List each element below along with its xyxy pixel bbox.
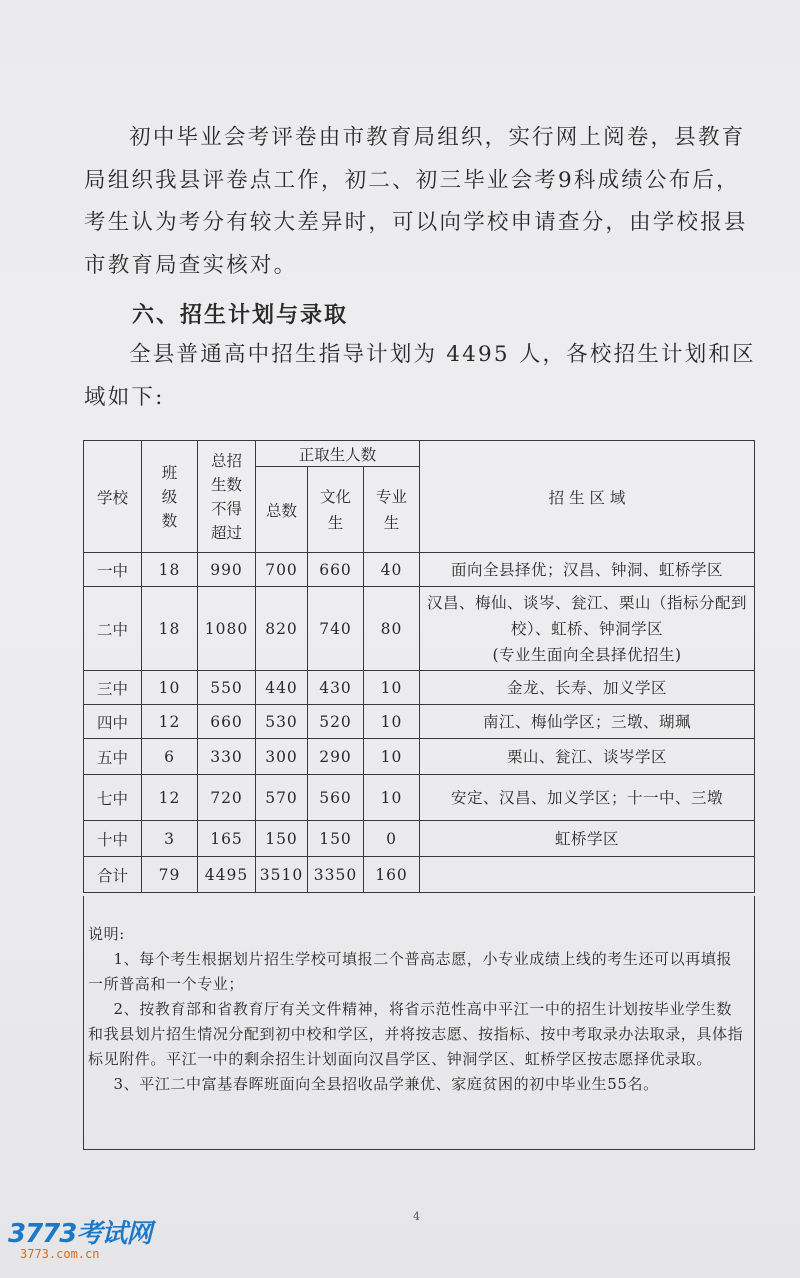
- page-number: 4: [413, 1210, 420, 1223]
- cell-cap: 330: [198, 739, 256, 775]
- cell-major: 40: [364, 553, 420, 587]
- paragraph-grading: 初中毕业会考评卷由市教育局组织，实行网上阅卷，县教育局组织我县评卷点工作，初二、初三毕业会考9科成绩公布后，考生认为考分有较大差异时，可以向学校申请查分，由学校报县市教育局查实核对。: [84, 125, 748, 278]
- header-area: 招 生 区 域: [420, 441, 755, 553]
- table-row: [84, 671, 755, 705]
- notes-box: [83, 896, 755, 1150]
- cell-cap: 165: [198, 821, 256, 857]
- cell-total: 700: [256, 553, 308, 587]
- cell-area: 面向全县择优；汉昌、钟洞、虹桥学区: [420, 553, 755, 587]
- cell-school: 四中: [84, 705, 142, 739]
- cell-culture: 150: [308, 821, 364, 857]
- table-row: [84, 739, 755, 775]
- header-major: 专业生: [364, 467, 420, 553]
- enrollment-plan-table: [83, 440, 755, 893]
- cell-culture: 430: [308, 671, 364, 705]
- cell-area-note: (专业生面向全县择优招生): [492, 645, 682, 664]
- table-row: [84, 775, 755, 821]
- cell-school: 十中: [84, 821, 142, 857]
- table-row-total: [84, 857, 755, 893]
- cell-area: [420, 857, 755, 893]
- cell-classes: 3: [142, 821, 198, 857]
- table-row: [84, 705, 755, 739]
- cell-major: 0: [364, 821, 420, 857]
- cell-total: 530: [256, 705, 308, 739]
- table-row: [84, 821, 755, 857]
- cell-school: 一中: [84, 553, 142, 587]
- cell-area: [420, 587, 755, 671]
- cell-major: 10: [364, 775, 420, 821]
- cell-total: 3510: [256, 857, 308, 893]
- cell-culture: 740: [308, 587, 364, 671]
- cell-cap: 990: [198, 553, 256, 587]
- section-heading: 六、招生计划与录取: [132, 302, 349, 328]
- cell-major: 160: [364, 857, 420, 893]
- watermark-logo-text: 3773考试网: [8, 1219, 152, 1249]
- cell-area: 安定、汉昌、加义学区；十一中、三墩: [420, 775, 755, 821]
- note-item: 2、按教育部和省教育厅有关文件精神，将省示范性高中平江一中的招生计划按毕业学生数和我县划片招生情况分配到初中校和学区，并将按志愿、按指标、按中考取录办法取录，具体指标见附件。平江一中的剩余招生计划面向汉昌学区、钟洞学区、虹桥学区按志愿择优录取。: [88, 1000, 744, 1068]
- notes-title: 说明:: [88, 925, 125, 943]
- cell-school: 合计: [84, 857, 142, 893]
- cell-cap: 550: [198, 671, 256, 705]
- paragraph-plan-intro: 全县普通高中招生指导计划为 4495 人，各校招生计划和区域如下:: [84, 342, 756, 410]
- cell-school: 二中: [84, 587, 142, 671]
- header-admitted: 正取生人数: [256, 441, 420, 467]
- cell-total: 440: [256, 671, 308, 705]
- cell-area: 栗山、瓮江、谈岑学区: [420, 739, 755, 775]
- cell-culture: 520: [308, 705, 364, 739]
- cell-cap: 4495: [198, 857, 256, 893]
- cell-classes: 18: [142, 553, 198, 587]
- cell-major: 10: [364, 671, 420, 705]
- cell-total: 300: [256, 739, 308, 775]
- cell-area: 南江、梅仙学区；三墩、瑚珮: [420, 705, 755, 739]
- note-item: 3、平江二中富基春晖班面向全县招收品学兼优、家庭贫困的初中毕业生55名。: [113, 1075, 659, 1093]
- cell-area: 虹桥学区: [420, 821, 755, 857]
- cell-school: 五中: [84, 739, 142, 775]
- cell-cap: 720: [198, 775, 256, 821]
- watermark-url: 3773.com.cn: [20, 1247, 100, 1261]
- cell-classes: 12: [142, 775, 198, 821]
- cell-classes: 18: [142, 587, 198, 671]
- cell-culture: 660: [308, 553, 364, 587]
- cell-classes: 12: [142, 705, 198, 739]
- cell-major: 80: [364, 587, 420, 671]
- cell-culture: 290: [308, 739, 364, 775]
- cell-classes: 6: [142, 739, 198, 775]
- cell-school: 七中: [84, 775, 142, 821]
- cell-culture: 3350: [308, 857, 364, 893]
- header-culture: 文化生: [308, 467, 364, 553]
- cell-total: 820: [256, 587, 308, 671]
- cell-area: 金龙、长寿、加义学区: [420, 671, 755, 705]
- cell-school: 三中: [84, 671, 142, 705]
- header-classes: 班级数: [142, 441, 198, 553]
- watermark-logo: [8, 1213, 152, 1261]
- cell-classes: 79: [142, 857, 198, 893]
- table-row: [84, 587, 755, 671]
- cell-area-text: 汉昌、梅仙、谈岑、瓮江、栗山（指标分配到校）、虹桥、钟洞学区: [426, 593, 747, 638]
- cell-culture: 560: [308, 775, 364, 821]
- table-row: [84, 553, 755, 587]
- cell-cap: 660: [198, 705, 256, 739]
- cell-major: 10: [364, 705, 420, 739]
- cell-cap: 1080: [198, 587, 256, 671]
- cell-total: 570: [256, 775, 308, 821]
- cell-classes: 10: [142, 671, 198, 705]
- header-total-cap: 总招生数不得超过: [198, 441, 256, 553]
- header-admitted-total: 总数: [256, 467, 308, 553]
- cell-total: 150: [256, 821, 308, 857]
- header-school: 学校: [84, 441, 142, 553]
- cell-major: 10: [364, 739, 420, 775]
- note-item: 1、每个考生根据划片招生学校可填报二个普高志愿，小专业成绩上线的考生还可以再填报一所普高和一个专业；: [88, 950, 733, 993]
